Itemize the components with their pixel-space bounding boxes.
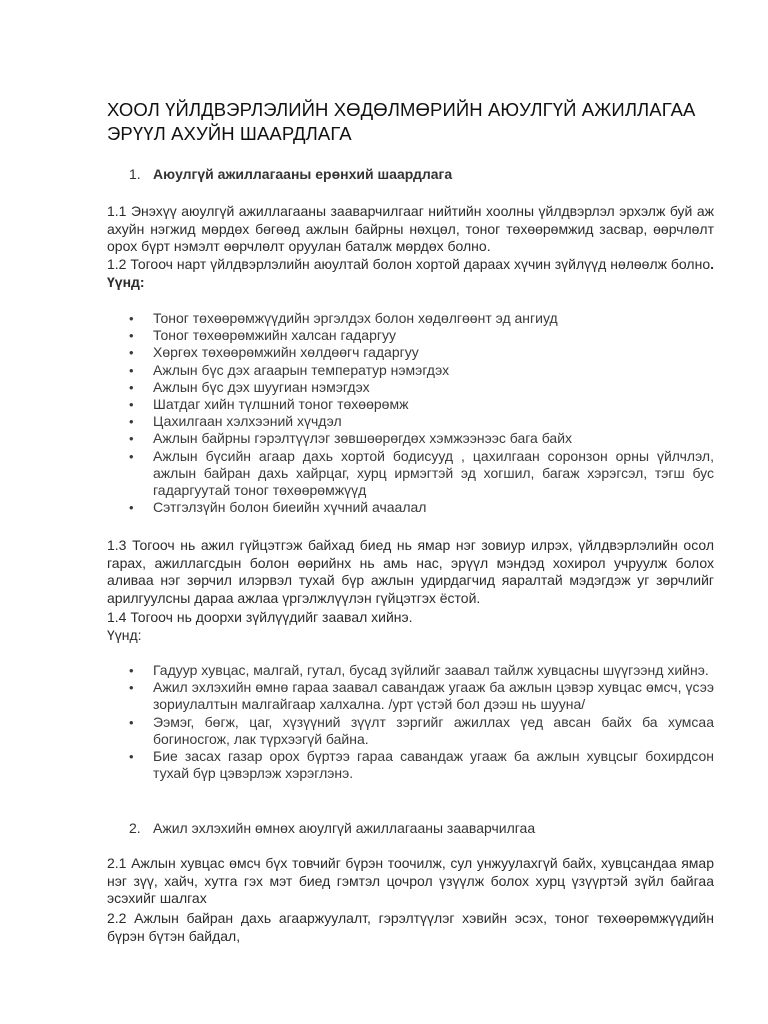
list-item: • Ажил эхлэхийн өмнө гараа заавал савандаж угааж ба ажлын цэвэр хувцас өмсч, үсээ зориулалтын малгайгаар халхална. /урт үстэй бол дээш нь шууна/ <box>127 679 714 713</box>
section-1-heading <box>129 165 452 183</box>
list-item: • Цахилгаан хэлхээний хүчдэл <box>127 413 714 430</box>
hazards-list <box>127 310 714 516</box>
section-1-number: 1. <box>129 166 141 182</box>
list-item: • Ажлын байрны гэрэлтүүлэг зөвшөөрөгдөх хэмжээнээс бага байх <box>127 430 714 447</box>
paragraph-1-2-bold: . Үүнд: <box>107 256 714 290</box>
paragraph-1-4-sub: Үүнд: <box>107 626 142 643</box>
list-item: • Бие засах газар орох бүртээ гараа савандаж угааж ба ажлын хувцсыг бохирдсон тухай бүр цэвэрлэж хэрэглэнэ. <box>127 748 714 782</box>
section-2-number: 2. <box>129 820 141 836</box>
document-title <box>107 98 714 146</box>
list-item: • Ажлын бүс дэх агаарын температур нэмэгдэх <box>127 362 714 379</box>
list-item: • Гадуур хувцас, малгай, гутал, бусад зүйлийг заавал тайлж хувцасны шүүгээнд хийнэ. <box>127 662 714 679</box>
list-item: • Ээмэг, бөгж, цаг, хүзүүний зүүлт зэргийг ажиллах үед авсан байх ба хумсаа богиносгож, лак түрхээгүй байна. <box>127 714 714 748</box>
list-item: • Ажлын бүс дэх шуугиан нэмэгдэх <box>127 379 714 396</box>
title-line-1: ХООЛ ҮЙЛДВЭРЛЭЛИЙН ХӨДӨЛМӨРИЙН АЮУЛГҮЙ АЖИЛЛАГАА <box>107 99 696 120</box>
list-item: • Шатдаг хийн түлшний тоног төхөөрөмж <box>127 396 714 413</box>
list-item: • Ажлын бүсийн агаар дахь хортой бодисууд , цахилгаан соронзон орны үйлчлэл, ажлын байран дахь хайрцаг, хурц ирмэгтэй эд хогшил, багаж хэрэгсэл, тэгш бус гадаргуутай тоног төхөөрөмжүүд <box>127 448 714 500</box>
paragraph-1-2 <box>107 256 714 291</box>
paragraph-1-1: 1.1 Энэхүү аюулгүй ажиллагааны зааварчилгааг нийтийн хоолны үйлдвэрлэл эрхэлж буй аж ахуйн нэгжид мөрдөх бөгөөд ажлын байрны нөхцөл, тоног төхөөрөмжид засвар, өөрчлөлт орох бүрт нэмэлт өөрчлөлт оруулан баталж мөрдөх болно. <box>107 203 714 254</box>
section-2-title: Ажил эхлэхийн өмнөх аюулгүй ажиллагааны зааварчилгаа <box>153 820 536 836</box>
list-item: • Тоног төхөөрөмжүүдийн эргэлдэх болон хөдөлгөөнт эд ангиуд <box>127 310 714 327</box>
title-line-2: ЭРҮҮЛ АХУЙН ШААРДЛАГА <box>107 123 352 144</box>
list-item: • Сэтгэлзүйн болон биеийн хүчний ачаалал <box>127 499 714 516</box>
list-item: • Тоног төхөөрөмжийн халсан гадаргуу <box>127 327 714 344</box>
paragraph-1-4-text: 1.4 Тогооч нь доорхи зүйлүүдийг заавал хийнэ. <box>107 609 413 625</box>
duties-list <box>127 662 714 782</box>
paragraph-1-3: 1.3 Тогооч нь ажил гүйцэтгэж байхад биед нь ямар нэг зовиур илрэх, үйлдвэрлэлийн осол гарах, ажиллагсдын болон өөрийнх нь амь нас, эрүүл мэндэд хохирол учруулж болох аливаа нэг зөрчил илэрвэл тухай бүр ажлын удирдагчид яаралтай мэдэгдэж уг зөрчлийг арилгуулсны дараа ажлаа үргэлжлүүлэн гүйцэтгэх ёстой. <box>107 537 714 606</box>
section-2-heading <box>129 819 535 837</box>
paragraph-1-4 <box>107 609 714 644</box>
section-1-title: Аюулгүй ажиллагааны ерөнхий шаардлага <box>153 166 453 182</box>
paragraph-1-2-text: 1.2 Тогооч нарт үйлдвэрлэлийн аюултай болон хортой дараах хүчин зүйлүүд нөлөөлж болно <box>107 256 711 272</box>
paragraph-2-1: 2.1 Ажлын хувцас өмсч бүх товчийг бүрэн тоочилж, сул унжуулахгүй байх, хувцсандаа ямар нэг зүү, хайч, хутга гэх мэт биед гэмтэл цочрол үзүүлж болох хурц үзүүртэй зүйл байгаа эсэхийг шалгах <box>107 855 714 906</box>
paragraph-2-2: 2.2 Ажлын байран дахь агааржуулалт, гэрэлтүүлэг хэвийн эсэх, тоног төхөөрөмжүүдийн бүрэн бүтэн байдал, <box>107 910 714 944</box>
list-item: • Хөргөх төхөөрөмжийн хөлдөөгч гадаргуу <box>127 344 714 361</box>
